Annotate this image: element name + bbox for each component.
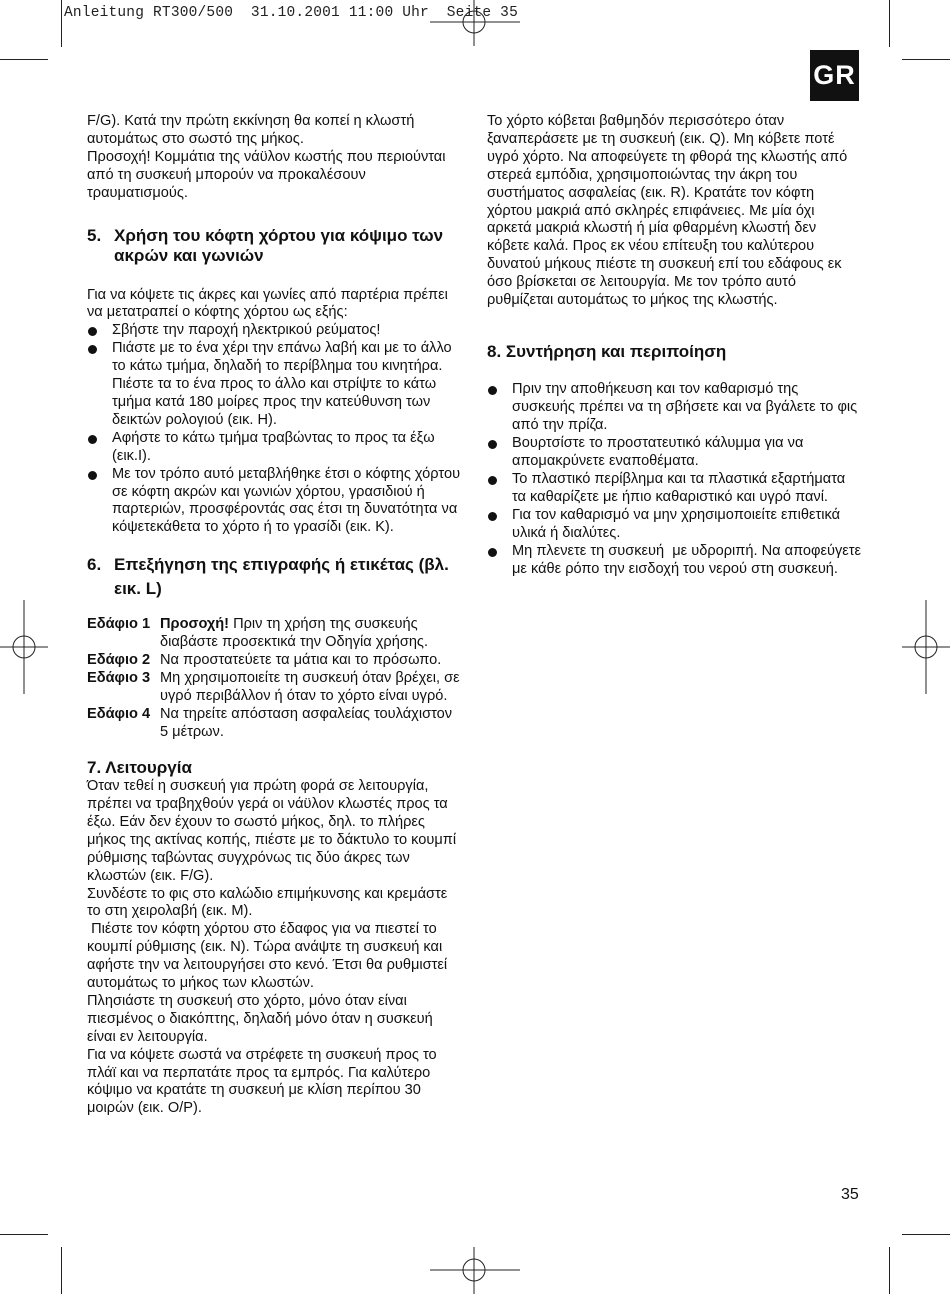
section-8-heading: 8. Συντήρηση και περιποίηση (487, 341, 727, 361)
cutting-tips-paragraph: Το χόρτο κόβεται βαθμηδόν περισσότερο όταν ξαναπεράσετε με τη συσκευή (εικ. Q). Μη κόβετε ποτέ υγρό χόρτο. Να αποφεύγετε τη φθορά της κλωστής από στερεά εμπόδια, χρησιμοποιώντας την άκρη του συστήματος ασφαλείας (εικ. R). Κρατάτε τον κόφτη χόρτου μακριά από σκληρές επιφάνειες. Με μία όχι αρκετά μακριά κλωστή ή μία φθαρμένη κλωστή δεν κόβετε καλά. Προς εκ νέου επίτευξη του καλύτερου δυνατού μήκους πιέστε τη συσκευή επί του εδάφους εκ όσο βρίσκεται σε λειτουργία. Με τον τρόπο αυτό ρυθμίζεται αυτομάτως το μήκος της κλωστής. (487, 113, 848, 309)
bullet-item: Πριν την αποθήκευση και τον καθαρισμό της συσκευής πρέπει να τη σβήσετε και να βγάλετε το φις από την πρίζα. (487, 381, 862, 435)
bullet-item: Βουρτσίστε το προστατευτικό κάλυμμα για να απομακρύνετε εναποθέματα. (487, 435, 862, 471)
crop-mark (0, 59, 48, 60)
crop-mark (902, 59, 950, 60)
operation-paragraph: Πλησιάστε τη συσκευή στο χόρτο, μόνο όταν είναι πιεσμένος ο διακόπτης, δηλαδή μόνο όταν η συσκευή είναι εν λειτουργία. (87, 992, 433, 1045)
label-text: Μη χρησιμοποιείτε τη συσκευή όταν βρέχει, σε υγρό περιβάλλον ή όταν το χόρτο είναι υγρό. (160, 669, 460, 704)
label-row (87, 670, 462, 706)
section-5-bullet-list (87, 322, 462, 537)
crop-mark (61, 0, 62, 47)
label-row (87, 616, 462, 652)
registration-mark-top (430, 0, 520, 46)
registration-mark-left (0, 600, 48, 694)
crop-mark (61, 1247, 62, 1294)
registration-mark-right (902, 600, 950, 694)
label-warning: Προσοχή! (160, 616, 230, 633)
right-column (487, 113, 866, 578)
operation-paragraph: Όταν τεθεί η συσκευή για πρώτη φορά σε λειτουργία, πρέπει να τραβηχθούν γερά οι νάϋλον κλωστές προς τα έξω. Εάν δεν έχουν το σωστό μήκος, δηλ. το πλήρες μήκος της ακτίνας κοπής, πιέστε με το δάκτυλο το κουμπί ρύθμισης ταβώντας συγχρόνως τις δύο άκρες των κλωστών (εικ. F/G). (87, 778, 457, 884)
label-explanation-list (87, 616, 462, 741)
operation-paragraph: Πιέστε τον κόφτη χόρτου στο έδαφος για να πιεστεί το κουμπί ρύθμισης (εικ. N). Τώρα ανάψτε τη συσκευή και αφήστε την να λειτουργήσει στο κενό. Έτσι θα ρυθμιστεί αυτομάτως το μήκος των κλωστών. (87, 921, 452, 992)
maintenance-bullet-list (487, 381, 866, 578)
bullet-item: Πιάστε με το ένα χέρι την επάνω λαβή και με το άλλο το κάτω τμήμα, δηλαδή το περίβλημα του κινητήρα. Πιέστε τα το ένα προς το άλλο και στρίψτε το κάτω τμήμα κατά 180 μοίρες προς την κατεύθυνση των δεικτών ρολογιού (εικ. H). (87, 340, 462, 430)
section-number: 6. (87, 555, 102, 575)
bullet-item: Μη πλενετε τη συσκευή με υδροριπή. Να αποφεύγετε με κάθε ρόπο την εισδοχή του νερού στη συσκευή. (487, 543, 862, 579)
label-row (87, 706, 462, 742)
section-number: 5. (87, 225, 102, 245)
bullet-item: Το πλαστικό περίβλημα και τα πλαστικά εξαρτήματα τα καθαρίζετε με ήπιο καθαριστικό και υγρό πανί. (487, 471, 862, 507)
warning-paragraph: Προσοχή! Κομμάτια της νάϋλον κωστής που περιούνται από τη συσκευή μπορούν να προκαλέσουν τραυματισμούς. (87, 148, 446, 201)
crop-mark (889, 0, 890, 47)
section-7-heading: 7. Λειτουργία (87, 757, 192, 777)
registration-mark-bottom (430, 1247, 520, 1294)
left-column (87, 113, 462, 1118)
section-6-heading (87, 553, 462, 600)
label-text: Προσοχή! Πριν τη χρήση της συσκευής διαβάστε προσεκτικά την Οδηγία χρήσης. (160, 616, 429, 651)
bullet-item: Για τον καθαρισμό να μην χρησιμοποιείτε επιθετικά υλικά ή διαλύτες. (487, 507, 862, 543)
label-text: Να τηρείτε απόσταση ασφαλείας τουλάχιστον 5 μέτρων. (160, 705, 453, 740)
crop-mark (902, 1234, 950, 1235)
bullet-item: Με τον τρόπο αυτό μεταβλήθηκε έτσι ο κόφτης χόρτου σε κόφτη ακρών και γωνιών χόρτου, γρασιδιού ή παρτεριών, προσφέροντάς σας έτσι τη δυνατότητα να κόψετεκάθετα το χόρτο ή το γρασίδι (εικ. K). (87, 466, 462, 538)
print-header: Anleitung RT300/500 31.10.2001 11:00 Uhr Seite 35 (64, 5, 518, 21)
section-5-intro: Για να κόψετε τις άκρες και γωνίες από παρτέρια πρέπει να μετατραπεί ο κόφτης χόρτου ως εξής: (87, 286, 448, 321)
operation-paragraph: Για να κόψετε σωστά να στρέφετε τη συσκευή προς το πλάϊ και να περπατάτε προς τα εμπρός. Για καλύτερο κόψιμο να κρατάτε τη συσκευή με κλίση περίπου 30 μοιρών (εικ. O/P). (87, 1046, 437, 1117)
bullet-item: Αφήστε το κάτω τμήμα τραβώντας το προς τα έξω (εικ.I). (87, 430, 462, 466)
bullet-item: Σβήστε την παροχή ηλεκτρικού ρεύματος! (87, 322, 462, 340)
label-key: Εδάφιο 1 (87, 616, 151, 633)
label-key: Εδάφιο 2 (87, 652, 151, 669)
intro-paragraph: F/G). Κατά την πρώτη εκκίνηση θα κοπεί η κλωστή αυτομάτως στο σωστό της μήκος. (87, 113, 415, 147)
section-title: Χρήση του κόφτη χόρτου για κόψιμο των ακρών και γωνιών (114, 225, 444, 266)
page-number: 35 (841, 1186, 859, 1203)
crop-mark (889, 1247, 890, 1294)
language-badge: GR (810, 50, 859, 101)
crop-mark (0, 1234, 48, 1235)
label-text: Να προστατεύετε τα μάτια και το πρόσωπο. (160, 652, 442, 669)
label-key: Εδάφιο 4 (87, 705, 151, 722)
label-row (87, 652, 462, 670)
section-title: Επεξήγηση της επιγραφής ή ετικέτας (βλ. εικ. L) (114, 555, 449, 598)
operation-paragraph: Συνδέστε το φις στο καλώδιο επιμήκυνσης και κρεμάστε το στη χειρολαβή (εικ. M). (87, 885, 448, 920)
section-5-heading (87, 226, 462, 267)
label-key: Εδάφιο 3 (87, 669, 151, 686)
